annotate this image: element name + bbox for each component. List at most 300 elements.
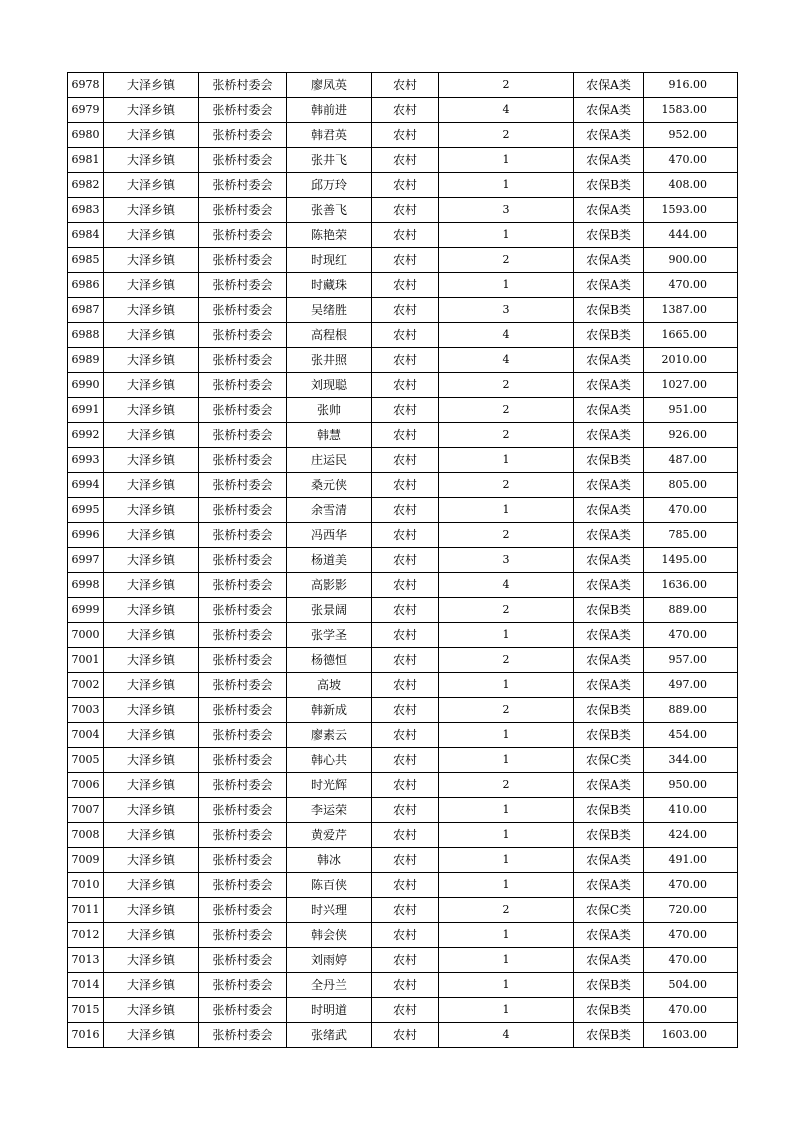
area-type-cell: 农村 (372, 323, 439, 348)
village-committee-cell: 张桥村委会 (199, 998, 287, 1023)
area-type-cell: 农村 (372, 373, 439, 398)
household-size-cell: 1 (439, 673, 574, 698)
household-size-cell: 1 (439, 923, 574, 948)
household-size-cell: 2 (439, 373, 574, 398)
village-committee-cell: 张桥村委会 (199, 523, 287, 548)
area-type-cell: 农村 (372, 698, 439, 723)
table-row (68, 398, 738, 423)
table-row (68, 598, 738, 623)
record-number-cell: 6987 (68, 298, 104, 323)
table-row (68, 448, 738, 473)
village-committee-cell: 张桥村委会 (199, 498, 287, 523)
household-size-cell: 2 (439, 598, 574, 623)
person-name-cell: 张井飞 (287, 148, 372, 173)
household-size-cell: 2 (439, 73, 574, 98)
township-cell: 大泽乡镇 (104, 823, 199, 848)
person-name-cell: 廖素云 (287, 723, 372, 748)
township-cell: 大泽乡镇 (104, 548, 199, 573)
person-name-cell: 韩前进 (287, 98, 372, 123)
insurance-class-cell: 农保B类 (574, 1023, 644, 1048)
person-name-cell: 刘现聪 (287, 373, 372, 398)
village-committee-cell: 张桥村委会 (199, 548, 287, 573)
amount-cell: 491.00 (644, 848, 738, 873)
household-size-cell: 3 (439, 198, 574, 223)
insurance-class-cell: 农保A类 (574, 248, 644, 273)
table-row (68, 298, 738, 323)
village-committee-cell: 张桥村委会 (199, 873, 287, 898)
amount-cell: 470.00 (644, 873, 738, 898)
table-row (68, 173, 738, 198)
township-cell: 大泽乡镇 (104, 498, 199, 523)
record-number-cell: 7003 (68, 698, 104, 723)
insurance-class-cell: 农保A类 (574, 523, 644, 548)
person-name-cell: 张善飞 (287, 198, 372, 223)
village-committee-cell: 张桥村委会 (199, 148, 287, 173)
table-row (68, 148, 738, 173)
amount-cell: 951.00 (644, 398, 738, 423)
person-name-cell: 韩新成 (287, 698, 372, 723)
household-size-cell: 2 (439, 648, 574, 673)
table-row (68, 773, 738, 798)
person-name-cell: 张井照 (287, 348, 372, 373)
area-type-cell: 农村 (372, 248, 439, 273)
household-size-cell: 4 (439, 348, 574, 373)
township-cell: 大泽乡镇 (104, 198, 199, 223)
person-name-cell: 时现红 (287, 248, 372, 273)
insurance-class-cell: 农保B类 (574, 298, 644, 323)
person-name-cell: 陈百侠 (287, 873, 372, 898)
amount-cell: 1387.00 (644, 298, 738, 323)
village-committee-cell: 张桥村委会 (199, 248, 287, 273)
insurance-class-cell: 农保A类 (574, 398, 644, 423)
table-row (68, 198, 738, 223)
insurance-class-cell: 农保A类 (574, 273, 644, 298)
record-number-cell: 6981 (68, 148, 104, 173)
household-size-cell: 2 (439, 248, 574, 273)
record-number-cell: 7007 (68, 798, 104, 823)
record-number-cell: 6980 (68, 123, 104, 148)
area-type-cell: 农村 (372, 773, 439, 798)
amount-cell: 1636.00 (644, 573, 738, 598)
amount-cell: 889.00 (644, 698, 738, 723)
person-name-cell: 杨道美 (287, 548, 372, 573)
township-cell: 大泽乡镇 (104, 523, 199, 548)
village-committee-cell: 张桥村委会 (199, 473, 287, 498)
table-row (68, 498, 738, 523)
township-cell: 大泽乡镇 (104, 1023, 199, 1048)
area-type-cell: 农村 (372, 98, 439, 123)
amount-cell: 470.00 (644, 923, 738, 948)
township-cell: 大泽乡镇 (104, 573, 199, 598)
table-row (68, 373, 738, 398)
village-committee-cell: 张桥村委会 (199, 73, 287, 98)
amount-cell: 344.00 (644, 748, 738, 773)
person-name-cell: 桑元侠 (287, 473, 372, 498)
amount-cell: 1027.00 (644, 373, 738, 398)
household-size-cell: 3 (439, 548, 574, 573)
record-number-cell: 6985 (68, 248, 104, 273)
township-cell: 大泽乡镇 (104, 598, 199, 623)
table-row (68, 923, 738, 948)
amount-cell: 424.00 (644, 823, 738, 848)
insurance-class-cell: 农保B类 (574, 448, 644, 473)
table-row (68, 523, 738, 548)
amount-cell: 1603.00 (644, 1023, 738, 1048)
area-type-cell: 农村 (372, 423, 439, 448)
township-cell: 大泽乡镇 (104, 873, 199, 898)
household-size-cell: 2 (439, 473, 574, 498)
amount-cell: 410.00 (644, 798, 738, 823)
record-number-cell: 6989 (68, 348, 104, 373)
area-type-cell: 农村 (372, 873, 439, 898)
person-name-cell: 张帅 (287, 398, 372, 423)
record-number-cell: 6978 (68, 73, 104, 98)
village-committee-cell: 张桥村委会 (199, 823, 287, 848)
amount-cell: 1665.00 (644, 323, 738, 348)
household-size-cell: 1 (439, 998, 574, 1023)
table-row (68, 273, 738, 298)
person-name-cell: 时兴理 (287, 898, 372, 923)
table-row (68, 648, 738, 673)
village-committee-cell: 张桥村委会 (199, 948, 287, 973)
township-cell: 大泽乡镇 (104, 698, 199, 723)
record-number-cell: 7014 (68, 973, 104, 998)
amount-cell: 957.00 (644, 648, 738, 673)
village-committee-cell: 张桥村委会 (199, 423, 287, 448)
record-number-cell: 6979 (68, 98, 104, 123)
table-row (68, 973, 738, 998)
village-committee-cell: 张桥村委会 (199, 748, 287, 773)
person-name-cell: 时明道 (287, 998, 372, 1023)
table-row (68, 123, 738, 148)
table-row (68, 723, 738, 748)
area-type-cell: 农村 (372, 498, 439, 523)
insurance-class-cell: 农保A类 (574, 673, 644, 698)
person-name-cell: 韩冰 (287, 848, 372, 873)
township-cell: 大泽乡镇 (104, 173, 199, 198)
table-row (68, 798, 738, 823)
insurance-class-cell: 农保A类 (574, 123, 644, 148)
person-name-cell: 杨德恒 (287, 648, 372, 673)
record-number-cell: 7002 (68, 673, 104, 698)
record-number-cell: 6996 (68, 523, 104, 548)
record-number-cell: 7009 (68, 848, 104, 873)
area-type-cell: 农村 (372, 348, 439, 373)
township-cell: 大泽乡镇 (104, 73, 199, 98)
person-name-cell: 张景阔 (287, 598, 372, 623)
person-name-cell: 刘雨婷 (287, 948, 372, 973)
village-committee-cell: 张桥村委会 (199, 373, 287, 398)
person-name-cell: 廖凤英 (287, 73, 372, 98)
record-number-cell: 6991 (68, 398, 104, 423)
insurance-class-cell: 农保A类 (574, 648, 644, 673)
household-size-cell: 2 (439, 123, 574, 148)
record-number-cell: 6984 (68, 223, 104, 248)
insurance-class-cell: 农保B类 (574, 798, 644, 823)
village-committee-cell: 张桥村委会 (199, 348, 287, 373)
area-type-cell: 农村 (372, 998, 439, 1023)
person-name-cell: 高影影 (287, 573, 372, 598)
person-name-cell: 全丹兰 (287, 973, 372, 998)
record-number-cell: 6994 (68, 473, 104, 498)
amount-cell: 900.00 (644, 248, 738, 273)
person-name-cell: 韩慧 (287, 423, 372, 448)
household-size-cell: 2 (439, 423, 574, 448)
record-number-cell: 7005 (68, 748, 104, 773)
area-type-cell: 农村 (372, 798, 439, 823)
table-row (68, 348, 738, 373)
township-cell: 大泽乡镇 (104, 98, 199, 123)
person-name-cell: 余雪清 (287, 498, 372, 523)
household-size-cell: 1 (439, 798, 574, 823)
household-size-cell: 1 (439, 623, 574, 648)
person-name-cell: 陈艳荣 (287, 223, 372, 248)
township-cell: 大泽乡镇 (104, 248, 199, 273)
insurance-class-cell: 农保B类 (574, 223, 644, 248)
table-row (68, 548, 738, 573)
area-type-cell: 农村 (372, 298, 439, 323)
insurance-class-cell: 农保B类 (574, 698, 644, 723)
table-row (68, 823, 738, 848)
township-cell: 大泽乡镇 (104, 923, 199, 948)
township-cell: 大泽乡镇 (104, 448, 199, 473)
table-row (68, 223, 738, 248)
person-name-cell: 高程根 (287, 323, 372, 348)
township-cell: 大泽乡镇 (104, 723, 199, 748)
insurance-class-cell: 农保A类 (574, 373, 644, 398)
village-committee-cell: 张桥村委会 (199, 323, 287, 348)
household-size-cell: 3 (439, 298, 574, 323)
village-committee-cell: 张桥村委会 (199, 648, 287, 673)
village-committee-cell: 张桥村委会 (199, 1023, 287, 1048)
amount-cell: 926.00 (644, 423, 738, 448)
township-cell: 大泽乡镇 (104, 623, 199, 648)
household-size-cell: 2 (439, 398, 574, 423)
household-size-cell: 1 (439, 723, 574, 748)
area-type-cell: 农村 (372, 1023, 439, 1048)
village-committee-cell: 张桥村委会 (199, 98, 287, 123)
table-row (68, 748, 738, 773)
insurance-class-cell: 农保A类 (574, 348, 644, 373)
township-cell: 大泽乡镇 (104, 473, 199, 498)
village-committee-cell: 张桥村委会 (199, 598, 287, 623)
household-size-cell: 1 (439, 223, 574, 248)
household-size-cell: 2 (439, 698, 574, 723)
village-committee-cell: 张桥村委会 (199, 223, 287, 248)
township-cell: 大泽乡镇 (104, 798, 199, 823)
amount-cell: 1593.00 (644, 198, 738, 223)
record-number-cell: 7001 (68, 648, 104, 673)
record-number-cell: 6999 (68, 598, 104, 623)
village-committee-cell: 张桥村委会 (199, 698, 287, 723)
record-number-cell: 7015 (68, 998, 104, 1023)
person-name-cell: 庄运民 (287, 448, 372, 473)
person-name-cell: 韩心共 (287, 748, 372, 773)
table-row (68, 73, 738, 98)
village-committee-cell: 张桥村委会 (199, 673, 287, 698)
township-cell: 大泽乡镇 (104, 348, 199, 373)
amount-cell: 785.00 (644, 523, 738, 548)
insurance-class-cell: 农保A类 (574, 848, 644, 873)
person-name-cell: 冯西华 (287, 523, 372, 548)
area-type-cell: 农村 (372, 823, 439, 848)
insurance-class-cell: 农保A类 (574, 873, 644, 898)
benefit-table (67, 72, 738, 1048)
table-row (68, 673, 738, 698)
insurance-class-cell: 农保A类 (574, 148, 644, 173)
record-number-cell: 6982 (68, 173, 104, 198)
household-size-cell: 1 (439, 273, 574, 298)
area-type-cell: 农村 (372, 73, 439, 98)
village-committee-cell: 张桥村委会 (199, 773, 287, 798)
village-committee-cell: 张桥村委会 (199, 723, 287, 748)
amount-cell: 470.00 (644, 948, 738, 973)
insurance-class-cell: 农保C类 (574, 898, 644, 923)
township-cell: 大泽乡镇 (104, 123, 199, 148)
household-size-cell: 4 (439, 1023, 574, 1048)
record-number-cell: 7011 (68, 898, 104, 923)
amount-cell: 470.00 (644, 998, 738, 1023)
area-type-cell: 农村 (372, 223, 439, 248)
record-number-cell: 7000 (68, 623, 104, 648)
area-type-cell: 农村 (372, 748, 439, 773)
area-type-cell: 农村 (372, 948, 439, 973)
person-name-cell: 李运荣 (287, 798, 372, 823)
township-cell: 大泽乡镇 (104, 848, 199, 873)
person-name-cell: 高坡 (287, 673, 372, 698)
person-name-cell: 时藏珠 (287, 273, 372, 298)
insurance-class-cell: 农保A类 (574, 773, 644, 798)
amount-cell: 1495.00 (644, 548, 738, 573)
amount-cell: 470.00 (644, 498, 738, 523)
village-committee-cell: 张桥村委会 (199, 298, 287, 323)
household-size-cell: 1 (439, 973, 574, 998)
village-committee-cell: 张桥村委会 (199, 123, 287, 148)
household-size-cell: 4 (439, 98, 574, 123)
amount-cell: 916.00 (644, 73, 738, 98)
insurance-class-cell: 农保C类 (574, 748, 644, 773)
record-number-cell: 6997 (68, 548, 104, 573)
amount-cell: 470.00 (644, 623, 738, 648)
table-row (68, 248, 738, 273)
amount-cell: 720.00 (644, 898, 738, 923)
record-number-cell: 6993 (68, 448, 104, 473)
household-size-cell: 1 (439, 498, 574, 523)
area-type-cell: 农村 (372, 473, 439, 498)
table-row (68, 473, 738, 498)
person-name-cell: 吴绪胜 (287, 298, 372, 323)
insurance-class-cell: 农保B类 (574, 598, 644, 623)
record-number-cell: 6992 (68, 423, 104, 448)
area-type-cell: 农村 (372, 398, 439, 423)
insurance-class-cell: 农保A类 (574, 198, 644, 223)
amount-cell: 487.00 (644, 448, 738, 473)
insurance-class-cell: 农保A类 (574, 548, 644, 573)
area-type-cell: 农村 (372, 573, 439, 598)
township-cell: 大泽乡镇 (104, 648, 199, 673)
person-name-cell: 张学圣 (287, 623, 372, 648)
insurance-class-cell: 农保A类 (574, 573, 644, 598)
amount-cell: 889.00 (644, 598, 738, 623)
insurance-class-cell: 农保B类 (574, 998, 644, 1023)
area-type-cell: 农村 (372, 623, 439, 648)
area-type-cell: 农村 (372, 523, 439, 548)
village-committee-cell: 张桥村委会 (199, 898, 287, 923)
village-committee-cell: 张桥村委会 (199, 273, 287, 298)
table-row (68, 98, 738, 123)
table-row (68, 998, 738, 1023)
township-cell: 大泽乡镇 (104, 973, 199, 998)
amount-cell: 805.00 (644, 473, 738, 498)
table-row (68, 423, 738, 448)
insurance-class-cell: 农保B类 (574, 173, 644, 198)
record-number-cell: 7012 (68, 923, 104, 948)
area-type-cell: 农村 (372, 723, 439, 748)
insurance-class-cell: 农保A类 (574, 948, 644, 973)
township-cell: 大泽乡镇 (104, 223, 199, 248)
area-type-cell: 农村 (372, 548, 439, 573)
record-number-cell: 7008 (68, 823, 104, 848)
township-cell: 大泽乡镇 (104, 373, 199, 398)
amount-cell: 497.00 (644, 673, 738, 698)
insurance-class-cell: 农保B类 (574, 723, 644, 748)
table-row (68, 873, 738, 898)
village-committee-cell: 张桥村委会 (199, 798, 287, 823)
area-type-cell: 农村 (372, 923, 439, 948)
township-cell: 大泽乡镇 (104, 748, 199, 773)
area-type-cell: 农村 (372, 848, 439, 873)
table-row (68, 623, 738, 648)
household-size-cell: 2 (439, 523, 574, 548)
record-number-cell: 7013 (68, 948, 104, 973)
amount-cell: 470.00 (644, 273, 738, 298)
table-row (68, 848, 738, 873)
record-number-cell: 6998 (68, 573, 104, 598)
township-cell: 大泽乡镇 (104, 423, 199, 448)
village-committee-cell: 张桥村委会 (199, 398, 287, 423)
household-size-cell: 1 (439, 173, 574, 198)
record-number-cell: 6983 (68, 198, 104, 223)
township-cell: 大泽乡镇 (104, 298, 199, 323)
record-number-cell: 7016 (68, 1023, 104, 1048)
amount-cell: 2010.00 (644, 348, 738, 373)
village-committee-cell: 张桥村委会 (199, 973, 287, 998)
table-row (68, 1023, 738, 1048)
insurance-class-cell: 农保A类 (574, 423, 644, 448)
household-size-cell: 4 (439, 573, 574, 598)
household-size-cell: 1 (439, 823, 574, 848)
household-size-cell: 1 (439, 748, 574, 773)
township-cell: 大泽乡镇 (104, 273, 199, 298)
amount-cell: 444.00 (644, 223, 738, 248)
household-size-cell: 2 (439, 898, 574, 923)
amount-cell: 454.00 (644, 723, 738, 748)
record-number-cell: 6995 (68, 498, 104, 523)
insurance-class-cell: 农保A类 (574, 623, 644, 648)
household-size-cell: 2 (439, 773, 574, 798)
township-cell: 大泽乡镇 (104, 148, 199, 173)
area-type-cell: 农村 (372, 448, 439, 473)
village-committee-cell: 张桥村委会 (199, 848, 287, 873)
household-size-cell: 4 (439, 323, 574, 348)
area-type-cell: 农村 (372, 273, 439, 298)
insurance-class-cell: 农保A类 (574, 498, 644, 523)
record-number-cell: 7006 (68, 773, 104, 798)
insurance-class-cell: 农保B类 (574, 823, 644, 848)
record-number-cell: 6988 (68, 323, 104, 348)
household-size-cell: 1 (439, 848, 574, 873)
amount-cell: 952.00 (644, 123, 738, 148)
